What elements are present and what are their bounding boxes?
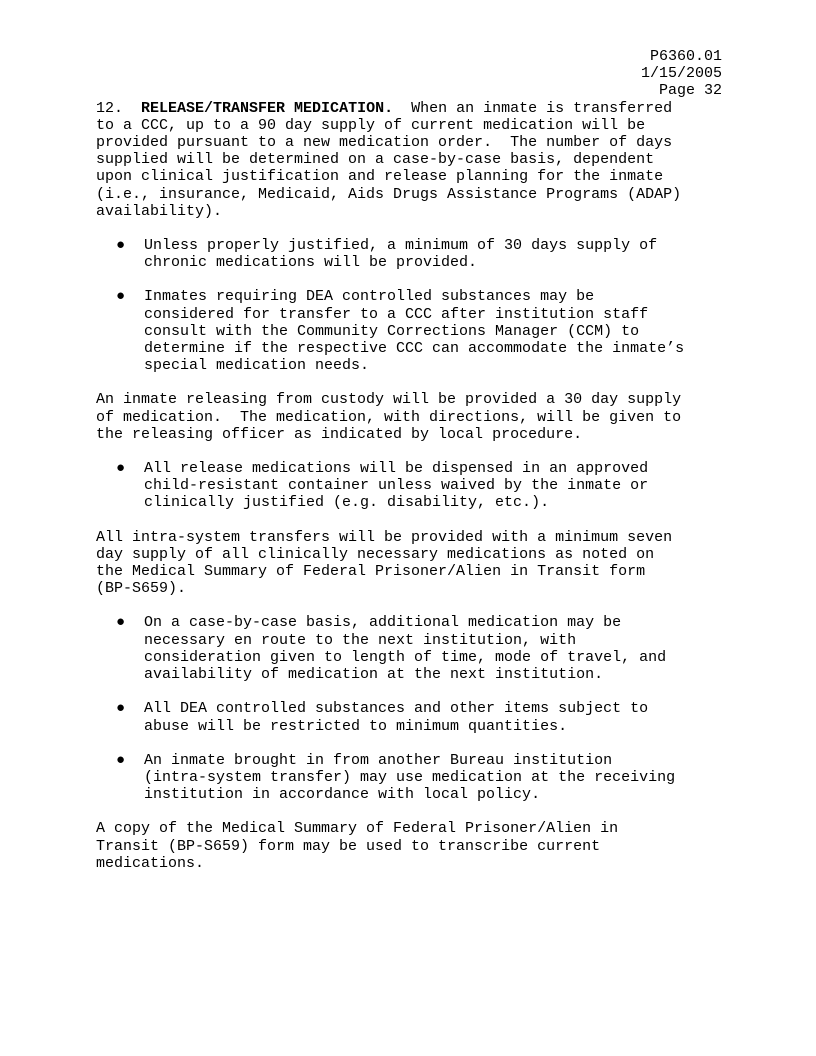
bullet-text: Unless properly justified, a minimum of 30 days supply of chronic medications will be provided. xyxy=(144,237,658,272)
bullet-list-intra-system xyxy=(96,614,722,803)
document-page xyxy=(96,48,722,889)
list-item xyxy=(96,237,722,271)
list-item xyxy=(96,752,722,804)
release-paragraph: An inmate releasing from custody will be provided a 30 day supply of medication. The medication, with directions, will be given to the releasing officer as indicated by local procedure. xyxy=(96,391,682,443)
section-first-line xyxy=(96,100,722,117)
document-number: P6360.01 xyxy=(649,48,722,65)
intro-line: provided pursuant to a new medication order. The number of days xyxy=(96,134,673,152)
intro-line: (i.e., insurance, Medicaid, Aids Drugs Assistance Programs (ADAP) xyxy=(96,185,682,203)
copy-paragraph: A copy of the Medical Summary of Federal Prisoner/Alien in Transit (BP-S659) form may be used to transcribe current medications. xyxy=(96,820,619,872)
bullet-icon: ● xyxy=(116,237,126,255)
page-header xyxy=(96,48,722,100)
bullet-icon: ● xyxy=(116,460,126,478)
intro-line: upon clinical justification and release planning for the inmate xyxy=(96,168,664,186)
bullet-text: All DEA controlled substances and other items subject to abuse will be restricted to minimum quantities. xyxy=(144,700,649,735)
list-item xyxy=(96,288,722,374)
bullet-list-release xyxy=(96,460,722,512)
bullet-text: On a case-by-case basis, additional medication may be necessary en route to the next institution, with consideration given to length of time, mode of travel, and availability of medication at the next institution. xyxy=(144,614,667,684)
bullet-icon: ● xyxy=(116,288,126,306)
section-number: 12. xyxy=(96,99,124,117)
document-date: 1/15/2005 xyxy=(640,65,722,83)
bullet-icon: ● xyxy=(116,614,126,632)
intra-system-paragraph: All intra-system transfers will be provided with a minimum seven day supply of all clinically necessary medications as noted on the Medical Summary of Federal Prisoner/Alien in Transit form (BP-S659). xyxy=(96,528,673,598)
list-item xyxy=(96,614,722,683)
page-number: Page 32 xyxy=(658,82,722,100)
bullet-text: An inmate brought in from another Bureau institution (intra-system transfer) may use medication at the receiving institution in accordance with local policy. xyxy=(144,751,676,804)
bullet-list-transfer xyxy=(96,237,722,374)
section-title: RELEASE/TRANSFER MEDICATION. xyxy=(141,99,394,117)
intro-line: supplied will be determined on a case-by-case basis, dependent xyxy=(96,151,655,169)
bullet-icon: ● xyxy=(116,700,126,718)
bullet-icon: ● xyxy=(116,751,126,769)
intro-line: When an inmate is transferred xyxy=(393,99,673,117)
list-item xyxy=(96,700,722,734)
intro-line: availability). xyxy=(96,202,223,220)
intro-line: to a CCC, up to a 90 day supply of current medication will be xyxy=(96,116,646,134)
bullet-text: Inmates requiring DEA controlled substances may be considered for transfer to a CCC after institution staff consult with the Community Corrections Manager (CCM) to determine if the respective CCC can accommodate the inmate’s special medication needs. xyxy=(144,288,685,375)
list-item xyxy=(96,460,722,512)
bullet-text: All release medications will be dispensed in an approved child-resistant container unless waived by the inmate or clinically justified (e.g. disability, etc.). xyxy=(144,460,649,512)
section-intro-paragraph xyxy=(96,100,722,220)
